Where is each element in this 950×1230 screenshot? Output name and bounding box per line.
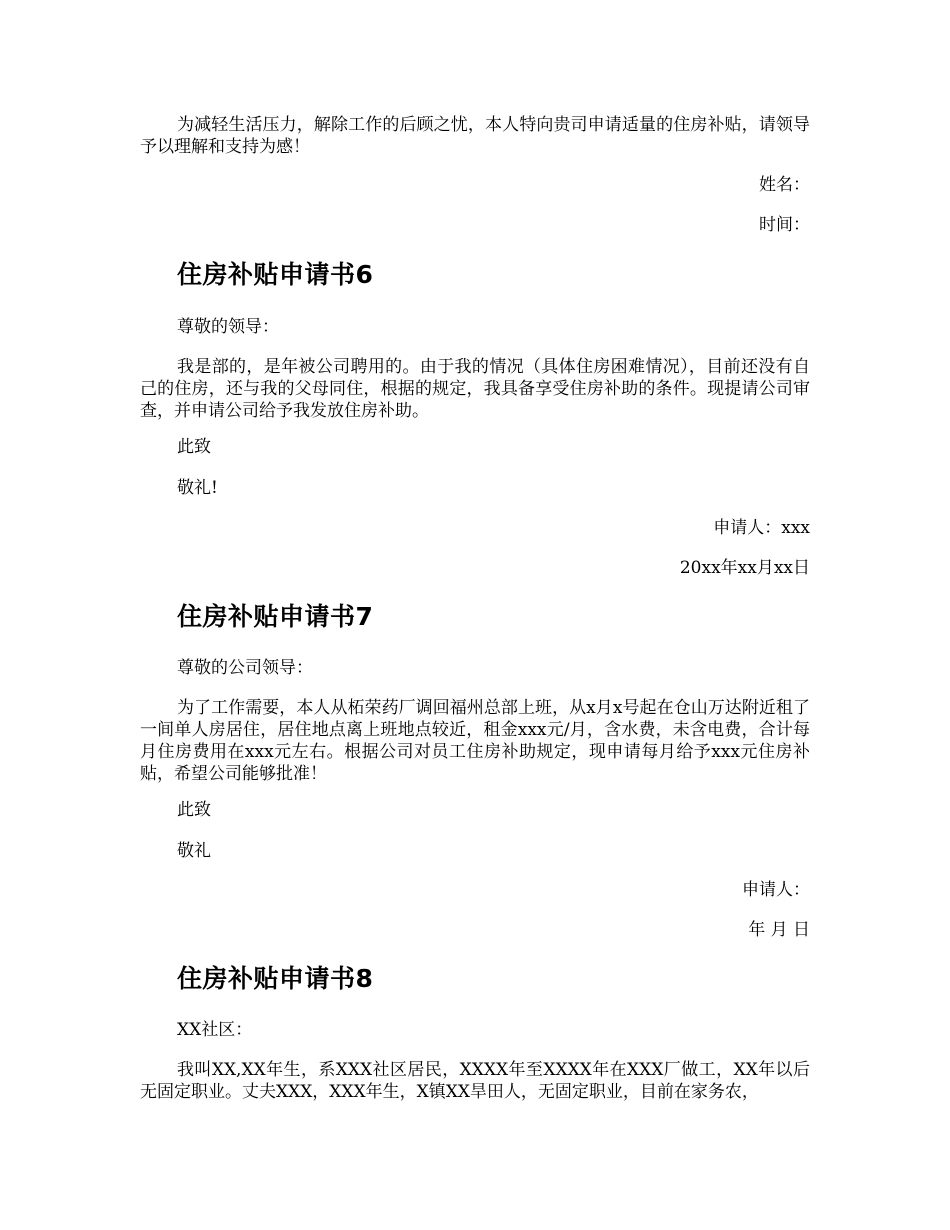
letter6-date: 20xx年xx月xx日 <box>679 558 810 578</box>
letter7-title: 住房补贴申请书7 <box>177 602 374 631</box>
letter8-title: 住房补贴申请书8 <box>177 964 374 993</box>
letter7-closing1: 此致 <box>177 800 211 820</box>
letter7-salutation: 尊敬的公司领导： <box>177 658 313 678</box>
name-label: 姓名： <box>759 175 810 195</box>
letter7-body: 为了工作需要，本人从柘荣药厂调回福州总部上班，从x月x号起在仓山万达附近租了一间单人房居住，居住地点离上班地点较近，租金xxx元/月，含水费，未含电费，合计每月住房费用在xxx元左右。根据公司对员工住房补助规定，现申请每月给予xxx元住房补贴，希望公司能够批准！ <box>140 698 810 784</box>
letter7-date: 年 月 日 <box>748 920 810 940</box>
intro-paragraph: 为减轻生活压力，解除工作的后顾之忧，本人特向贵司申请适量的住房补贴，请领导予以理解和支持为感！ <box>140 115 810 157</box>
letter7-applicant: 申请人： <box>742 880 810 900</box>
letter7-closing2: 敬礼 <box>177 841 211 861</box>
letter6-salutation: 尊敬的领导： <box>177 317 279 337</box>
letter6-applicant: 申请人：xxx <box>713 518 810 538</box>
letter8-body: 我叫XX,XX年生，系XXX社区居民，XXXX年至XXXX年在XXX厂做工，XX年以后无固定职业。丈夫XXX，XXX年生，X镇XX旱田人，无固定职业，目前在家务农， <box>140 1060 810 1102</box>
letter6-closing1: 此致 <box>177 437 211 457</box>
letter6-closing2: 敬礼! <box>177 478 218 498</box>
letter8-salutation: XX社区： <box>177 1020 253 1040</box>
time-label: 时间： <box>759 215 810 235</box>
letter6-body: 我是部的，是年被公司聘用的。由于我的情况（具体住房困难情况），目前还没有自己的住房，还与我的父母同住，根据的规定，我具备享受住房补助的条件。现提请公司审查，并申请公司给予我发放住房补助。 <box>140 357 810 421</box>
letter6-title: 住房补贴申请书6 <box>177 260 374 289</box>
